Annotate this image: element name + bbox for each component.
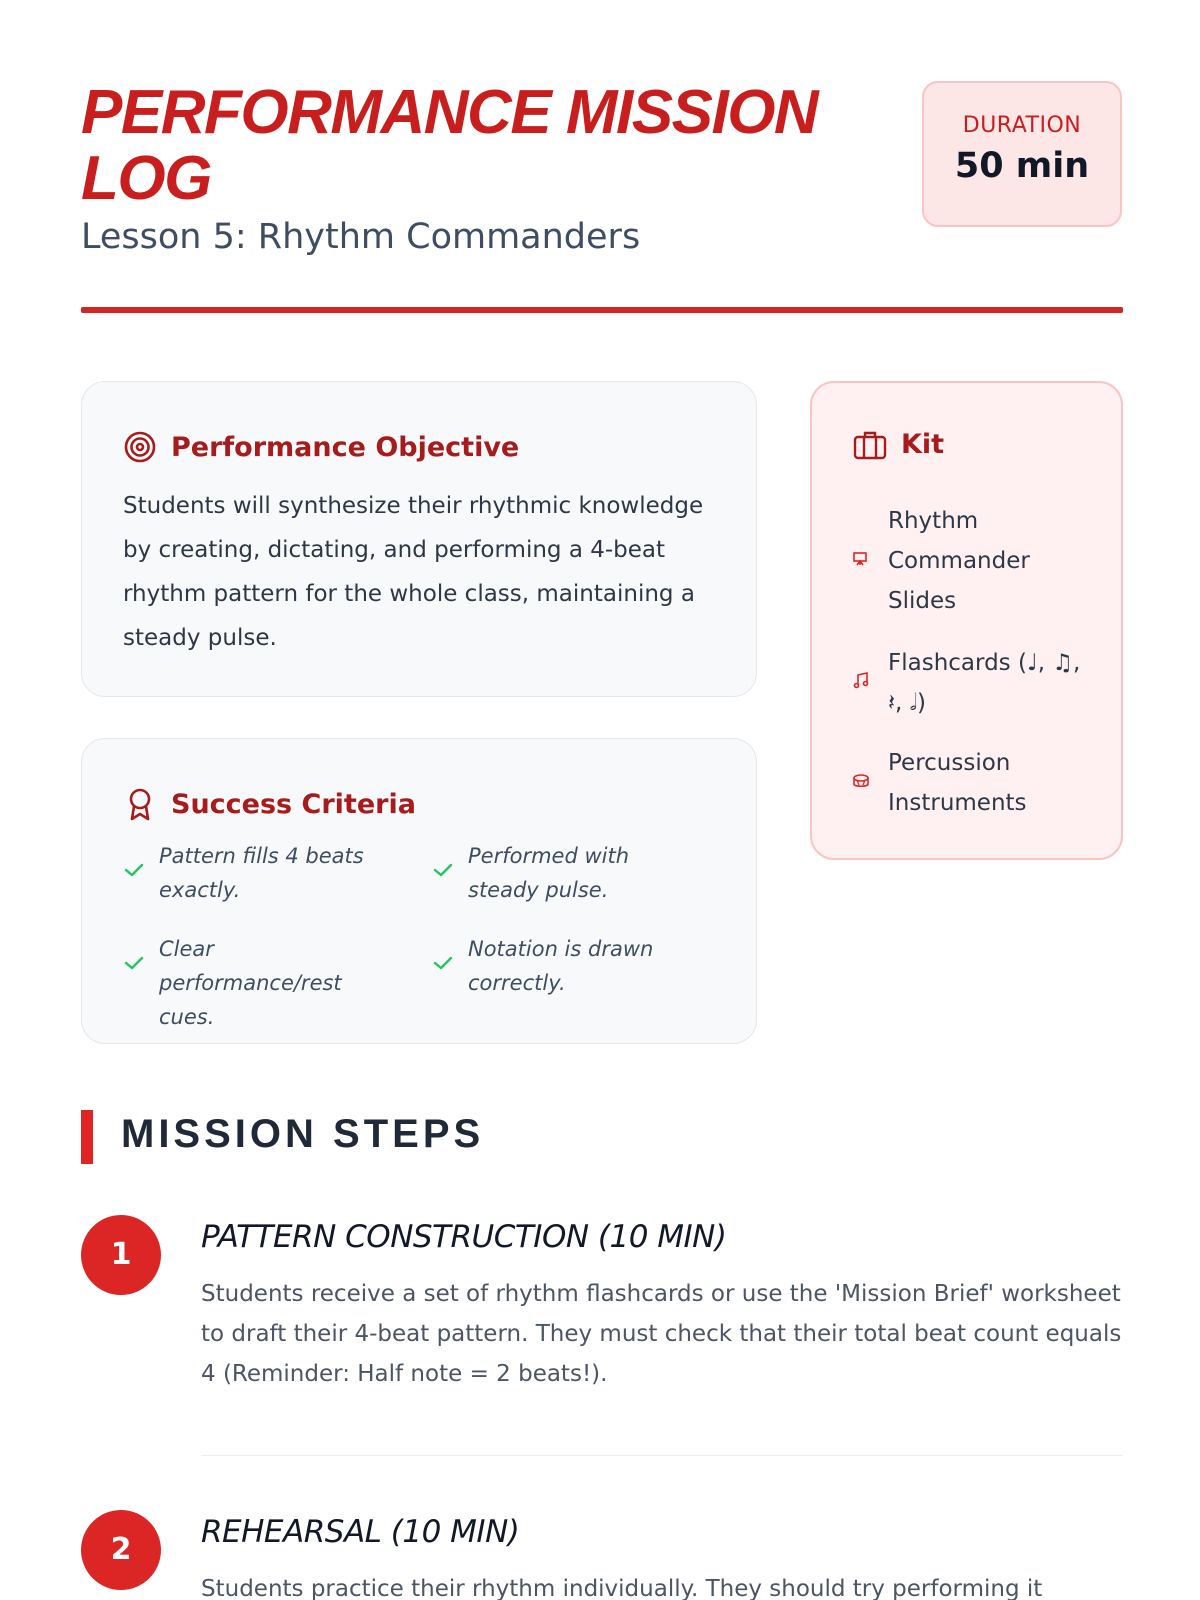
objective-heading: Performance Objective xyxy=(171,431,520,463)
criteria-item xyxy=(432,839,702,907)
kit-header xyxy=(853,429,944,460)
criteria-item xyxy=(432,932,702,1000)
step-title: REHEARSAL (10 MIN) xyxy=(201,1514,520,1550)
kit-item-label: Percussion Instruments xyxy=(888,750,1027,816)
target-icon xyxy=(123,430,157,464)
kit-item xyxy=(852,501,1092,621)
kit-item xyxy=(852,743,1092,823)
criteria-text: Pattern fills 4 beats exactly. xyxy=(159,844,364,902)
duration-badge xyxy=(922,81,1122,227)
mission-steps-heading: MISSION STEPS xyxy=(121,1112,485,1156)
page-title: PERFORMANCE MISSION LOG xyxy=(81,78,818,213)
music-notes-icon xyxy=(852,672,888,694)
objective-header xyxy=(123,430,519,464)
criteria-text: Notation is drawn correctly. xyxy=(468,937,654,995)
kit-item xyxy=(852,643,1092,723)
kit-heading: Kit xyxy=(901,429,945,460)
success-criteria-card xyxy=(81,738,757,1044)
presentation-icon xyxy=(852,551,888,571)
duration-label: DURATION xyxy=(962,113,1082,138)
kit-card xyxy=(810,381,1123,860)
kit-item-label: Flashcards (♩, ♫, 𝄽, 𝅗𝅥) xyxy=(888,650,1081,716)
step-number-badge: 2 xyxy=(81,1510,161,1590)
criteria-text: Clear performance/rest cues. xyxy=(159,937,342,1029)
drum-icon xyxy=(852,772,888,794)
objective-card xyxy=(81,381,757,697)
check-icon xyxy=(432,839,468,907)
criteria-header xyxy=(123,787,416,821)
criteria-text: Performed with steady pulse. xyxy=(468,844,630,902)
check-icon xyxy=(123,932,159,1034)
step-number-badge: 1 xyxy=(81,1215,161,1295)
header-divider xyxy=(81,307,1123,313)
lesson-subtitle: Lesson 5: Rhythm Commanders xyxy=(81,217,641,257)
step-body: Students practice their rhythm individually. They should try performing it xyxy=(201,1576,1043,1600)
section-accent-bar xyxy=(81,1110,93,1164)
criteria-item xyxy=(123,932,393,1034)
check-icon xyxy=(123,839,159,907)
objective-text: Students will synthesize their rhythmic knowledge by creating, dictating, and performing a 4-beat rhythm pattern for the whole class, maintaining a steady pulse. xyxy=(123,493,704,651)
step-body: Students receive a set of rhythm flashcards or use the 'Mission Brief' worksheet to draft their 4-beat pattern. They must check that their total beat count equals 4 (Reminder: Half note = 2 beats!). xyxy=(201,1281,1122,1387)
criteria-heading: Success Criteria xyxy=(171,788,416,820)
step-divider xyxy=(201,1455,1123,1456)
duration-value: 50 min xyxy=(954,146,1090,186)
criteria-item xyxy=(123,839,393,907)
step-title: PATTERN CONSTRUCTION (10 MIN) xyxy=(201,1219,727,1255)
kit-item-label: Rhythm Commander Slides xyxy=(888,508,1030,614)
award-icon xyxy=(123,787,157,821)
briefcase-icon xyxy=(853,430,887,460)
check-icon xyxy=(432,932,468,1000)
